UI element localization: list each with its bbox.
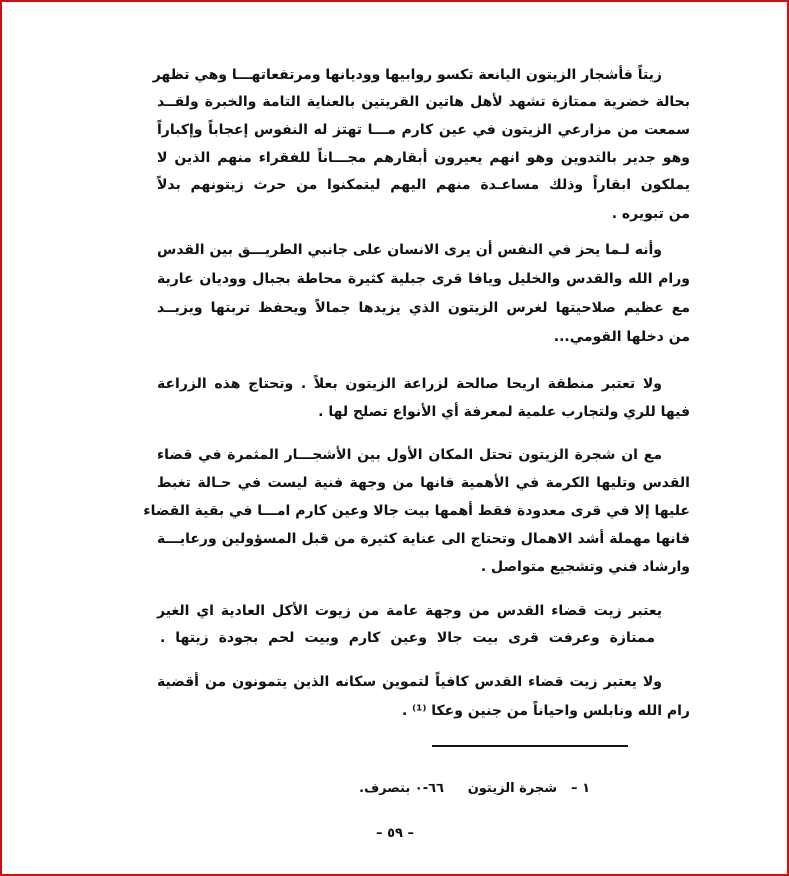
text-line: من تبويره . (611, 206, 690, 222)
footnote-number: ١ – (571, 781, 590, 796)
text-line: ممتازة وعرفت قرى بيت جالا وعين كارم وبيت لحم بجودة زيتها . (160, 630, 655, 646)
text-line: ولا تعتبر منطقة اريحا صالحة لزراعة الزيتون بعلاً . وتحتاج هذه الزراعة (157, 376, 662, 392)
text-line: وأنه لـما يحز في النفس أن يرى الانسان على جانبي الطريـــق بين القدس (157, 242, 662, 258)
text-line: ولا يعتبر زيت قضاء القدس كافياً لتموين سكانه الذين يتمونون من أقضية (157, 674, 662, 690)
text-line: فيها للري ولتجارب علمية لمعرفة أي الأنواع تصلح لها . (318, 404, 690, 420)
text-line: بحالة خضرية ممتازة تشهد لأهل هاتين القريتين بالعناية التامة والخبرة ولقــد (157, 94, 690, 110)
text-line: يملكون ابقاراً وذلك مساعـدة منهم اليهم ليتمكنوا من حرث زيتونهم بدلاً (157, 177, 690, 193)
text-line: من دخلها القومي... (553, 329, 690, 345)
text-line: وهو جدير بالتدوين وهو انهم يعيرون أبقارهم مجـــاناً للفقراء منهم الذين لا (157, 150, 690, 166)
page-number: – ٥٩ – (376, 826, 414, 841)
text-line: عليها إلا في قرى معدودة فقط أهمها بيت جالا وعين كارم امـــا في بقية القضاء (143, 503, 690, 519)
text-line: سمعت من مزارعي الزيتون في عين كارم مـــا تهتز له النفوس إعجاباً وإكباراً (157, 122, 690, 138)
text-line: زيتاً فأشجار الزيتون اليانعة تكسو روابيها ووديانها ومرتفعاتهـــا وهي تظهر (152, 67, 662, 83)
text-line: مع ان شجرة الزيتون تحتل المكان الأول بين الأشجـــار المثمرة في قضاء (157, 447, 662, 463)
footnote-source-title: شجرة الزيتون (467, 781, 557, 796)
text-line: وارشاد فني وتشجيع متواصل . (480, 559, 690, 575)
text-line: فانها مهملة أشد الاهمال وتحتاج الى عناية كثيرة من قبل المسؤولين ورعايـــة (157, 531, 690, 547)
text-line: رام الله ونابلس واحياناً من جنين وعكا ⁽¹⁾ . (401, 703, 690, 719)
footnote-separator (432, 745, 628, 747)
text-line: مع عظيم صلاحيتها لغرس الزيتون الذي يزيدها جمالاً ويحفظ تربتها ويزيــد (157, 300, 690, 316)
text-line: يعتبر زيت قضاء القدس من وجهة عامة من زيوت الأكل العادية اي الغير (157, 603, 662, 619)
text-line: القدس وتليها الكرمة في الأهمية فانها من وجهة فنية ليست في حـالة تغبط (157, 475, 690, 491)
footnote-pages: ٦٦-٠ بتصرف. (359, 781, 444, 796)
text-line: ورام الله والقدس والخليل ويافا قرى جبلية كثيرة محاطة بجبال ووديان عارية (157, 271, 690, 287)
